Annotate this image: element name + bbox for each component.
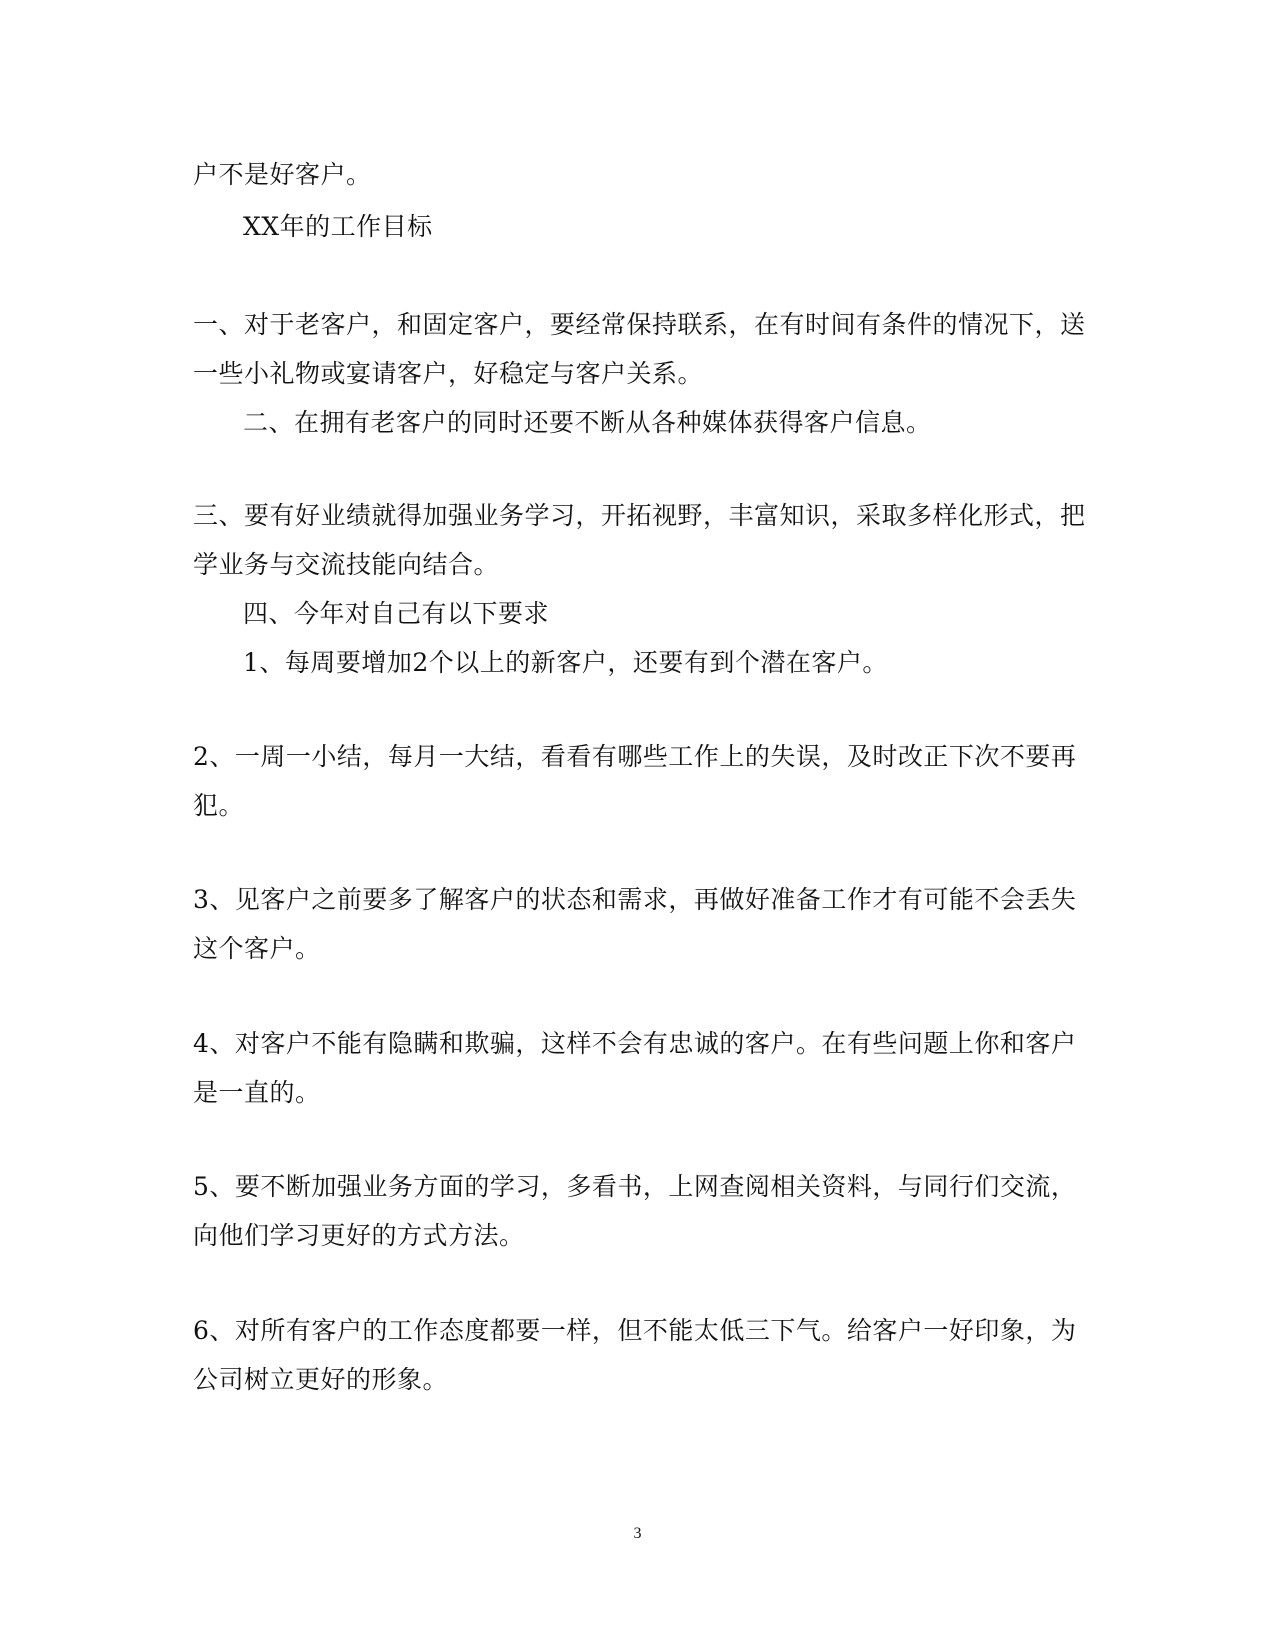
section-heading: XX年的工作目标 <box>243 212 433 241</box>
text-line: 公司树立更好的形象。 <box>193 1365 449 1394</box>
text-line: 是一直的。 <box>193 1078 321 1107</box>
text-line: 向他们学习更好的方式方法。 <box>193 1221 525 1250</box>
list-item: 5、要不断加强业务方面的学习，多看书，上网查阅相关资料，与同行们交流， <box>193 1172 1077 1201</box>
text-line: 三、要有好业绩就得加强业务学习，开拓视野，丰富知识，采取多样化形式，把 <box>193 501 1086 530</box>
text-line: 四、今年对自己有以下要求 <box>243 599 550 628</box>
list-item: 3、见客户之前要多了解客户的状态和需求，再做好准备工作才有可能不会丢失 <box>193 885 1077 914</box>
text-line: 二、在拥有老客户的同时还要不断从各种媒体获得客户信息。 <box>243 408 932 437</box>
text-line: 户不是好客户。 <box>193 160 372 189</box>
text-line: 一些小礼物或宴请客户，好稳定与客户关系。 <box>193 359 704 388</box>
list-item: 6、对所有客户的工作态度都要一样，但不能太低三下气。给客户一好印象，为 <box>193 1316 1077 1345</box>
text-line: 学业务与交流技能向结合。 <box>193 550 500 579</box>
list-item: 2、一周一小结，每月一大结，看看有哪些工作上的失误，及时改正下次不要再 <box>193 742 1077 771</box>
list-item: 4、对客户不能有隐瞒和欺骗，这样不会有忠诚的客户。在有些问题上你和客户 <box>193 1029 1077 1058</box>
page-number: 3 <box>633 1525 642 1542</box>
text-line: 这个客户。 <box>193 934 321 963</box>
list-item: 1、每周要增加2个以上的新客户，还要有到个潜在客户。 <box>243 648 888 677</box>
text-line: 一、对于老客户，和固定客户，要经常保持联系，在有时间有条件的情况下，送 <box>193 310 1086 339</box>
text-line: 犯。 <box>193 791 245 820</box>
